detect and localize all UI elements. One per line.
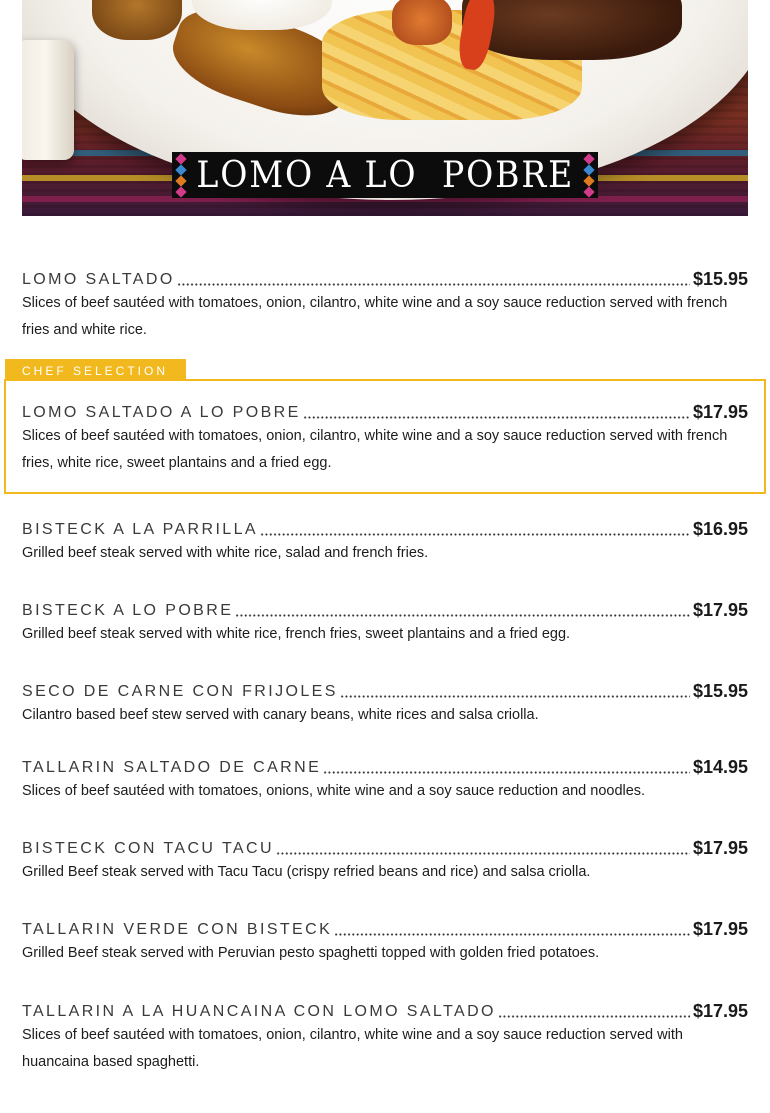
menu-item bbox=[22, 833, 748, 886]
menu-item bbox=[22, 914, 748, 967]
menu-item-header bbox=[22, 514, 748, 538]
dot-leader bbox=[177, 283, 690, 286]
dot-leader bbox=[498, 1015, 690, 1018]
dot-leader bbox=[260, 533, 690, 536]
menu-item-name: TALLARIN A LA HUANCAINA CON LOMO SALTADO bbox=[22, 1003, 496, 1020]
menu-item-description: Grilled beef steak served with white rice, french fries, sweet plantains and a fried egg. bbox=[22, 626, 571, 642]
sauce-ramekin bbox=[22, 40, 74, 160]
menu-item bbox=[22, 397, 748, 477]
hero-title: LOMO A LO POBRE bbox=[196, 154, 574, 196]
menu-item bbox=[22, 996, 748, 1076]
menu-item-name: BISTECK A LO POBRE bbox=[22, 602, 234, 619]
menu-item bbox=[22, 264, 748, 344]
menu-item-price: $15.95 bbox=[692, 269, 748, 289]
menu-item-price: $17.95 bbox=[692, 919, 748, 939]
menu-item bbox=[22, 595, 748, 648]
dot-leader bbox=[323, 771, 690, 774]
menu-item-price: $17.95 bbox=[692, 1001, 748, 1021]
menu-item-price: $16.95 bbox=[692, 519, 748, 539]
menu-item-name: TALLARIN VERDE CON BISTECK bbox=[22, 921, 333, 938]
onion-image bbox=[392, 0, 452, 45]
dot-leader bbox=[276, 852, 690, 855]
menu-item-header bbox=[22, 914, 748, 938]
diamond-ornament-icon bbox=[176, 152, 186, 198]
menu-item-name: LOMO SALTADO A LO POBRE bbox=[22, 404, 301, 421]
menu-item-header bbox=[22, 752, 748, 776]
menu-item-description: Cilantro based beef stew served with canary beans, white rices and salsa criolla. bbox=[22, 707, 539, 723]
dot-leader bbox=[334, 933, 690, 936]
menu-item-name: SECO DE CARNE CON FRIJOLES bbox=[22, 683, 338, 700]
dot-leader bbox=[235, 614, 690, 617]
menu-item-name: TALLARIN SALTADO DE CARNE bbox=[22, 759, 322, 776]
menu-item-name: LOMO SALTADO bbox=[22, 271, 175, 288]
menu-item-name: BISTECK CON TACU TACU bbox=[22, 840, 274, 857]
menu-item-description: Slices of beef sautéed with tomatoes, onions, white wine and a soy sauce reduction and noodles. bbox=[22, 783, 646, 799]
diamond-ornament-icon bbox=[584, 152, 594, 198]
menu-item-header bbox=[22, 595, 748, 619]
menu-item-price: $17.95 bbox=[692, 838, 748, 858]
hero-banner bbox=[22, 0, 748, 216]
menu-item-price: $17.95 bbox=[692, 600, 748, 620]
menu-item-description: Grilled Beef steak served with Tacu Tacu (crispy refried beans and rice) and salsa criolla. bbox=[22, 864, 591, 880]
menu-item-description: Slices of beef sautéed with tomatoes, onion, cilantro, white wine and a soy sauce reduction served with french fries and white rice. bbox=[22, 295, 728, 338]
menu-item-description: Grilled Beef steak served with Peruvian pesto spaghetti topped with golden fried potatoes. bbox=[22, 945, 600, 961]
menu-item-header bbox=[22, 397, 748, 421]
menu-item-header bbox=[22, 264, 748, 288]
menu-item-price: $14.95 bbox=[692, 757, 748, 777]
menu-item bbox=[22, 676, 748, 729]
menu-item-header bbox=[22, 833, 748, 857]
menu-item-price: $17.95 bbox=[692, 402, 748, 422]
menu-item-header bbox=[22, 996, 748, 1020]
menu-item bbox=[22, 752, 748, 805]
beef-slices-image bbox=[462, 0, 682, 60]
hero-title-bar bbox=[172, 152, 598, 198]
menu-item-description: Grilled beef steak served with white rice, salad and french fries. bbox=[22, 545, 429, 561]
chef-selection-label: CHEF SELECTION bbox=[5, 359, 186, 381]
menu-item-header bbox=[22, 676, 748, 700]
menu-item-name: BISTECK A LA PARRILLA bbox=[22, 521, 258, 538]
menu-item-description: Slices of beef sautéed with tomatoes, onion, cilantro, white wine and a soy sauce reduction served with huancaina based spaghetti. bbox=[22, 1027, 683, 1070]
dot-leader bbox=[340, 695, 690, 698]
menu-item-description: Slices of beef sautéed with tomatoes, onion, cilantro, white wine and a soy sauce reduction served with french fries, white rice, sweet plantains and a fried egg. bbox=[22, 428, 728, 471]
dot-leader bbox=[303, 416, 690, 419]
menu-item bbox=[22, 514, 748, 567]
menu-item-price: $15.95 bbox=[692, 681, 748, 701]
